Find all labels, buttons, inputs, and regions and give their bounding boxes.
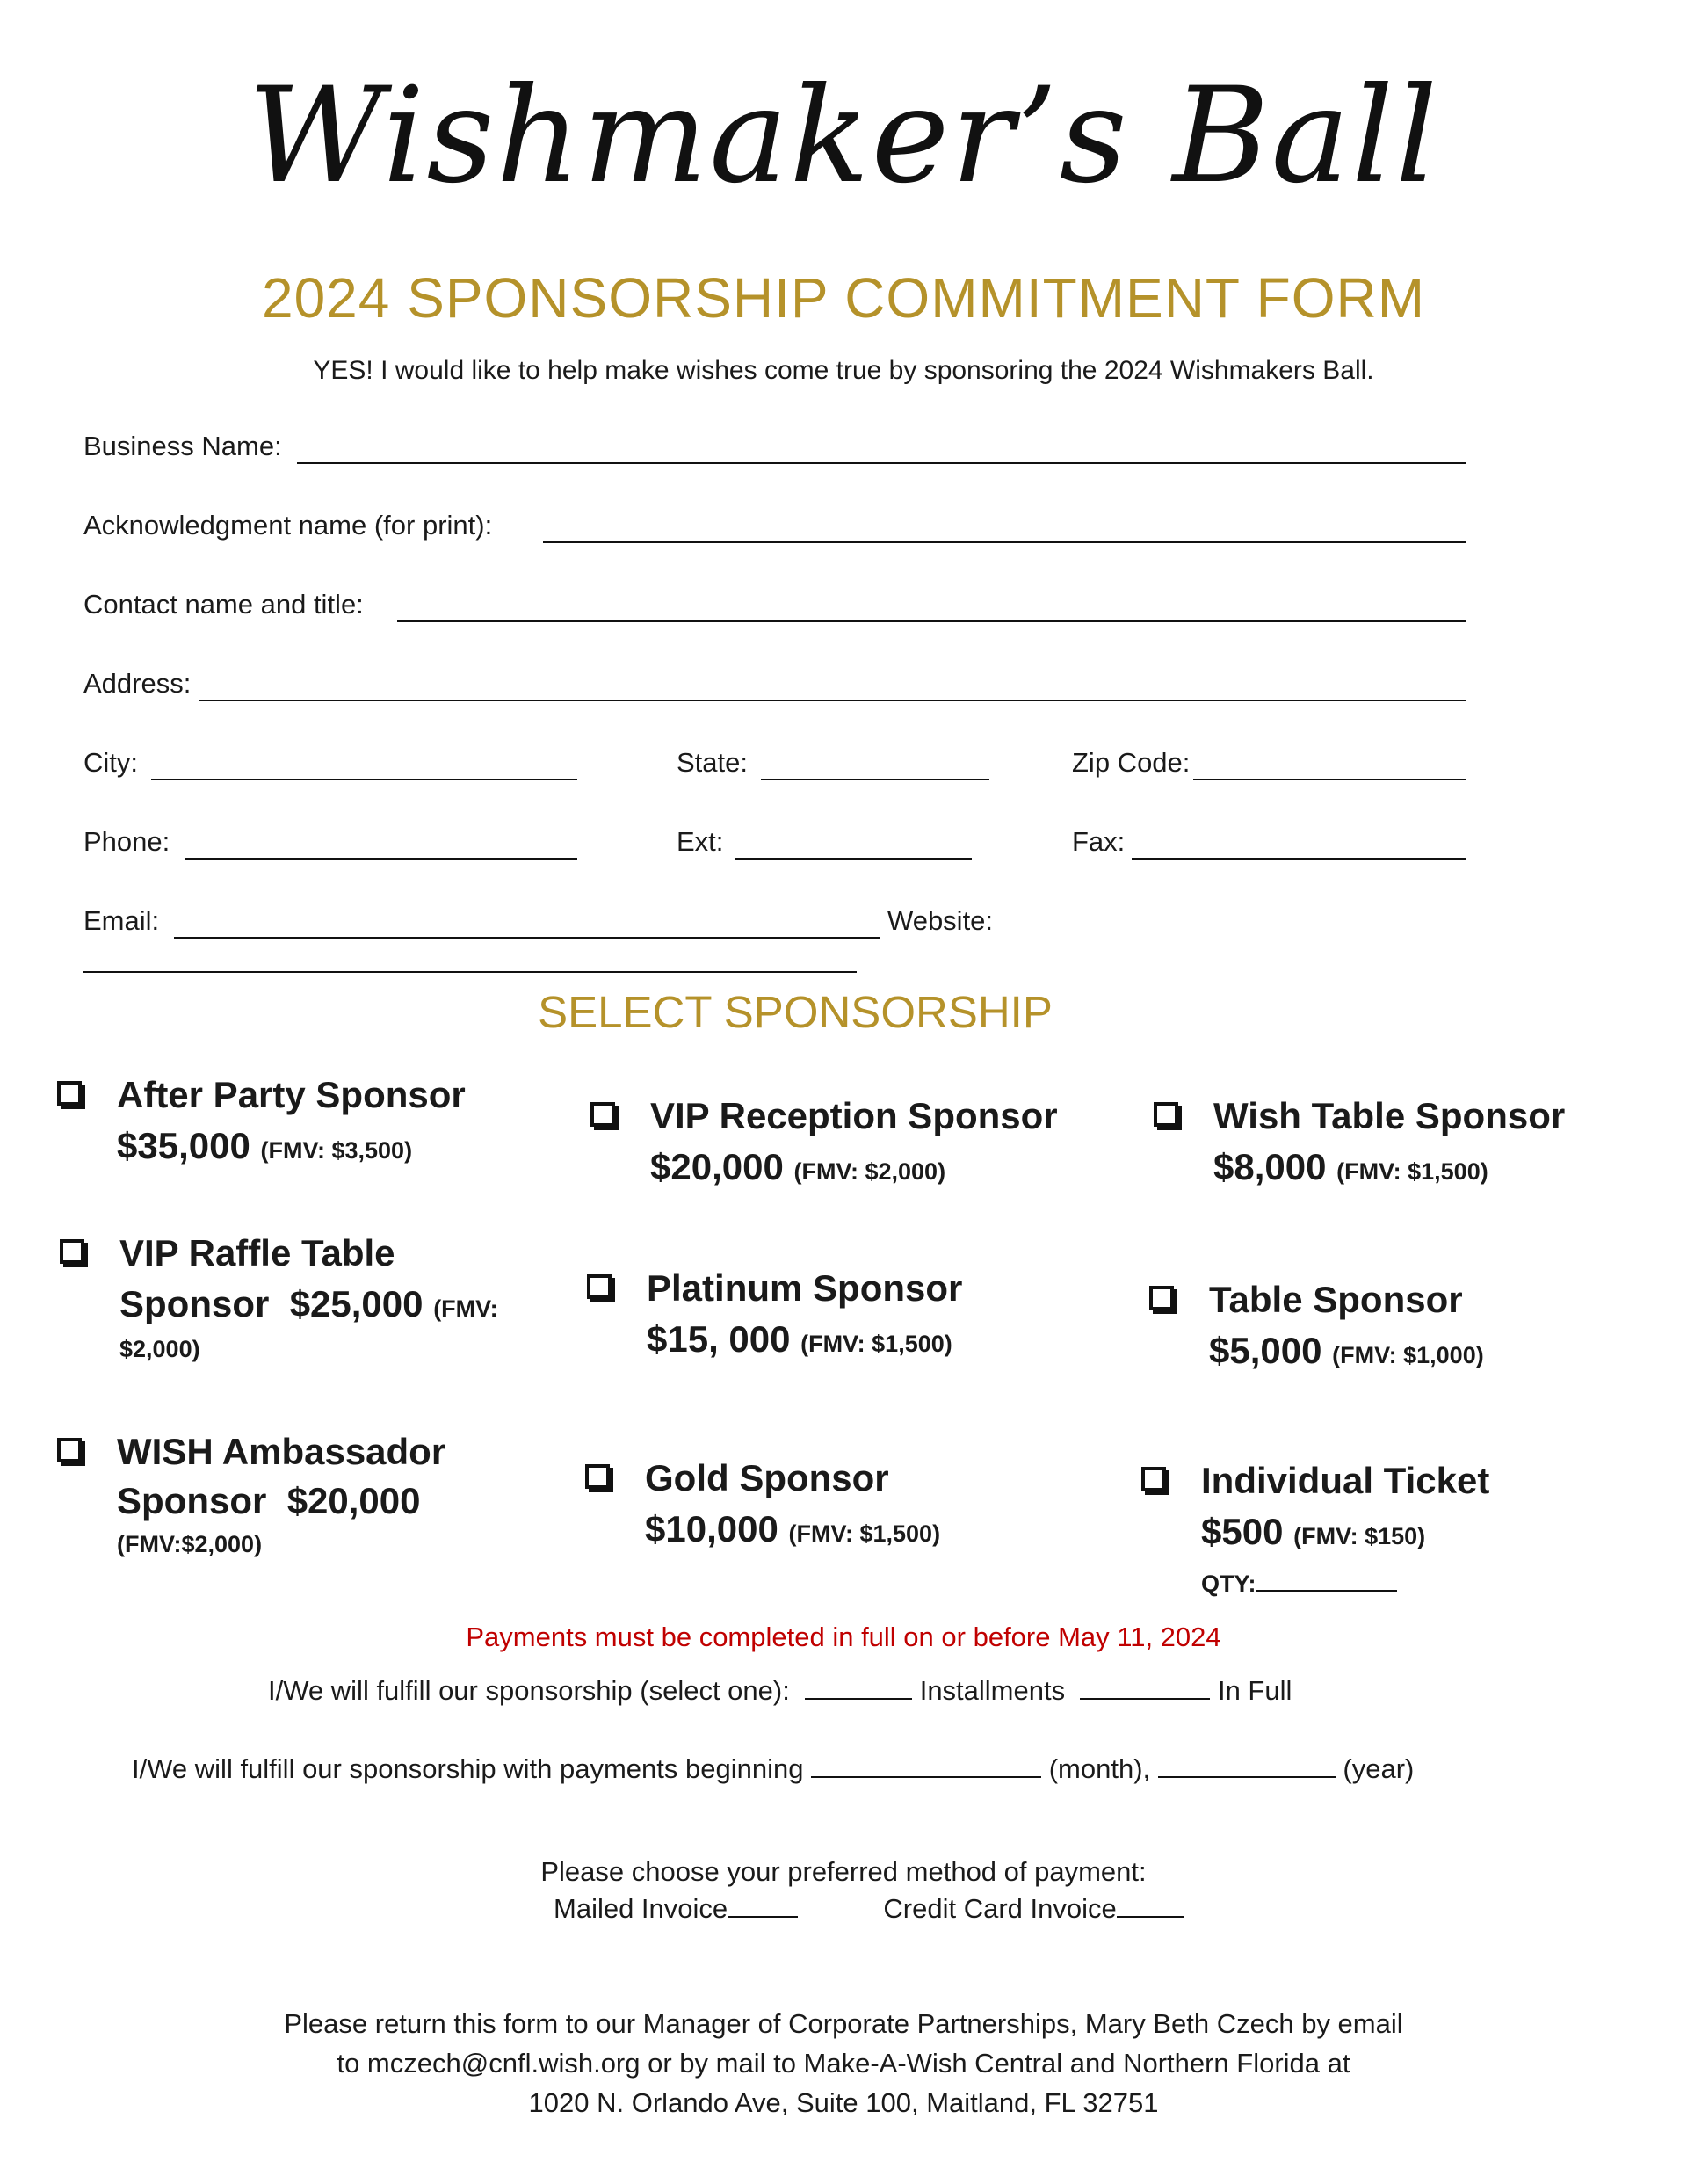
option-vip-raffle-table-sponsor[interactable]	[60, 1232, 534, 1373]
fax-label: Fax:	[1072, 826, 1126, 857]
email-field[interactable]	[174, 937, 880, 939]
credit-card-invoice-field[interactable]	[1117, 1895, 1184, 1918]
phone-field[interactable]	[185, 858, 577, 860]
option-vip-reception-sponsor[interactable]	[590, 1095, 1082, 1201]
select-sponsorship-heading: SELECT SPONSORSHIP	[538, 987, 1053, 1037]
payment-method-options	[554, 1893, 1184, 1925]
in-full-label: In Full	[1217, 1675, 1292, 1706]
ext-label: Ext:	[677, 826, 724, 857]
option-fmv-continued: $2,000)	[119, 1336, 200, 1362]
checkbox-icon[interactable]	[1149, 1286, 1174, 1310]
state-field[interactable]	[761, 779, 989, 780]
checkbox-icon[interactable]	[1154, 1102, 1178, 1127]
city-label: City:	[83, 747, 138, 778]
option-name: WISH Ambassador	[117, 1431, 446, 1472]
option-wish-ambassador-sponsor[interactable]	[57, 1431, 532, 1571]
business-name-field[interactable]	[297, 462, 1466, 464]
payment-deadline: Payments must be completed in full on or before May 11, 2024	[466, 1622, 1221, 1652]
acknowledgment-name-field[interactable]	[543, 541, 1466, 543]
checkbox-icon[interactable]	[1141, 1467, 1166, 1491]
option-price-line: $35,000 (FMV: $3,500)	[117, 1125, 413, 1166]
footer-line-2: to mczech@cnfl.wish.org or by mail to Make-A-Wish Central and Northern Florida at	[337, 2048, 1350, 2079]
zip-code-field[interactable]	[1193, 779, 1466, 780]
option-name: Table Sponsor	[1209, 1279, 1463, 1320]
option-fmv: (FMV:	[433, 1295, 498, 1322]
option-price-line: $8,000 (FMV: $1,500)	[1213, 1146, 1488, 1187]
payment-method-prompt: Please choose your preferred method of payment:	[540, 1856, 1147, 1887]
ext-field[interactable]	[735, 858, 972, 860]
wishmakers-ball-logo: Wishmaker’s Ball	[247, 60, 1440, 213]
option-gold-sponsor[interactable]	[585, 1457, 1077, 1563]
mailed-invoice-field[interactable]	[728, 1895, 798, 1918]
option-fmv: (FMV: $1,500)	[1336, 1158, 1488, 1185]
month-label: (month),	[1048, 1753, 1151, 1784]
option-after-party-sponsor[interactable]	[57, 1074, 532, 1179]
fax-field[interactable]	[1132, 858, 1466, 860]
checkbox-icon[interactable]	[585, 1464, 610, 1489]
qty-field[interactable]	[1256, 1569, 1397, 1592]
installments-field[interactable]	[805, 1677, 912, 1700]
option-name: After Party Sponsor	[117, 1074, 466, 1115]
fulfill-begin-line	[132, 1753, 1414, 1785]
option-name: Individual Ticket	[1201, 1460, 1490, 1501]
option-fmv: (FMV:$2,000)	[117, 1531, 263, 1557]
begin-year-field[interactable]	[1158, 1755, 1336, 1778]
year-label: (year)	[1343, 1753, 1415, 1784]
option-name: Gold Sponsor	[645, 1457, 889, 1498]
fulfill-select-label: I/We will fulfill our sponsorship (select one):	[268, 1675, 790, 1706]
checkbox-icon[interactable]	[57, 1081, 82, 1106]
ticket-qty	[1201, 1569, 1397, 1598]
address-field[interactable]	[199, 700, 1466, 701]
option-fmv: (FMV: $1,500)	[800, 1331, 952, 1357]
option-fmv: (FMV: $1,000)	[1332, 1342, 1484, 1368]
business-name-label: Business Name:	[83, 431, 282, 461]
acknowledgment-name-label: Acknowledgment name (for print):	[83, 510, 493, 541]
in-full-field[interactable]	[1080, 1677, 1210, 1700]
option-name: VIP Raffle Table	[119, 1232, 395, 1273]
website-label: Website:	[887, 905, 994, 936]
qty-label: QTY:	[1201, 1571, 1256, 1597]
state-label: State:	[677, 747, 748, 778]
address-label: Address:	[83, 668, 192, 699]
option-fmv: (FMV: $3,500)	[260, 1137, 413, 1164]
installments-label: Installments	[919, 1675, 1066, 1706]
website-field[interactable]	[83, 971, 857, 973]
contact-name-label: Contact name and title:	[83, 589, 364, 620]
form-subtitle: YES! I would like to help make wishes come true by sponsoring the 2024 Wishmakers Ball.	[313, 356, 1374, 385]
checkbox-icon[interactable]	[60, 1239, 84, 1264]
option-fmv: (FMV: $1,500)	[788, 1520, 941, 1547]
checkbox-icon[interactable]	[590, 1102, 615, 1127]
mailed-invoice-label: Mailed Invoice	[554, 1893, 728, 1924]
option-fmv: (FMV: $2,000)	[793, 1158, 946, 1185]
option-price-line: Sponsor $25,000 (FMV:	[119, 1283, 498, 1324]
option-price-line: $5,000 (FMV: $1,000)	[1209, 1330, 1484, 1371]
checkbox-icon[interactable]	[587, 1274, 612, 1299]
option-name: Platinum Sponsor	[647, 1267, 963, 1309]
option-price-line: $20,000 (FMV: $2,000)	[650, 1146, 946, 1187]
option-wish-table-sponsor[interactable]	[1154, 1095, 1593, 1201]
option-price-line: $10,000 (FMV: $1,500)	[645, 1508, 941, 1549]
credit-card-invoice-label: Credit Card Invoice	[883, 1893, 1117, 1924]
phone-label: Phone:	[83, 826, 170, 857]
contact-name-field[interactable]	[397, 620, 1466, 622]
option-name: VIP Reception Sponsor	[650, 1095, 1058, 1136]
option-price-line: Sponsor $20,000	[117, 1480, 421, 1521]
option-individual-ticket[interactable]	[1141, 1460, 1589, 1609]
checkbox-icon[interactable]	[57, 1438, 82, 1462]
fulfill-begin-label: I/We will fulfill our sponsorship with payments beginning	[132, 1753, 804, 1784]
fulfill-select-line	[268, 1675, 1292, 1707]
footer-address: 1020 N. Orlando Ave, Suite 100, Maitland, FL 32751	[528, 2087, 1159, 2118]
option-table-sponsor[interactable]	[1149, 1279, 1589, 1384]
footer-line-1: Please return this form to our Manager of Corporate Partnerships, Mary Beth Czech by email	[284, 2008, 1403, 2039]
email-label: Email:	[83, 905, 160, 936]
begin-month-field[interactable]	[811, 1755, 1041, 1778]
zip-code-label: Zip Code:	[1072, 747, 1191, 778]
option-fmv: (FMV: $150)	[1293, 1523, 1426, 1549]
option-platinum-sponsor[interactable]	[587, 1267, 1079, 1373]
city-field[interactable]	[151, 779, 577, 780]
form-title: 2024 SPONSORSHIP COMMITMENT FORM	[261, 266, 1426, 330]
option-price-line: $15, 000 (FMV: $1,500)	[647, 1318, 952, 1360]
option-name: Wish Table Sponsor	[1213, 1095, 1566, 1136]
option-price-line: $500 (FMV: $150)	[1201, 1511, 1426, 1552]
